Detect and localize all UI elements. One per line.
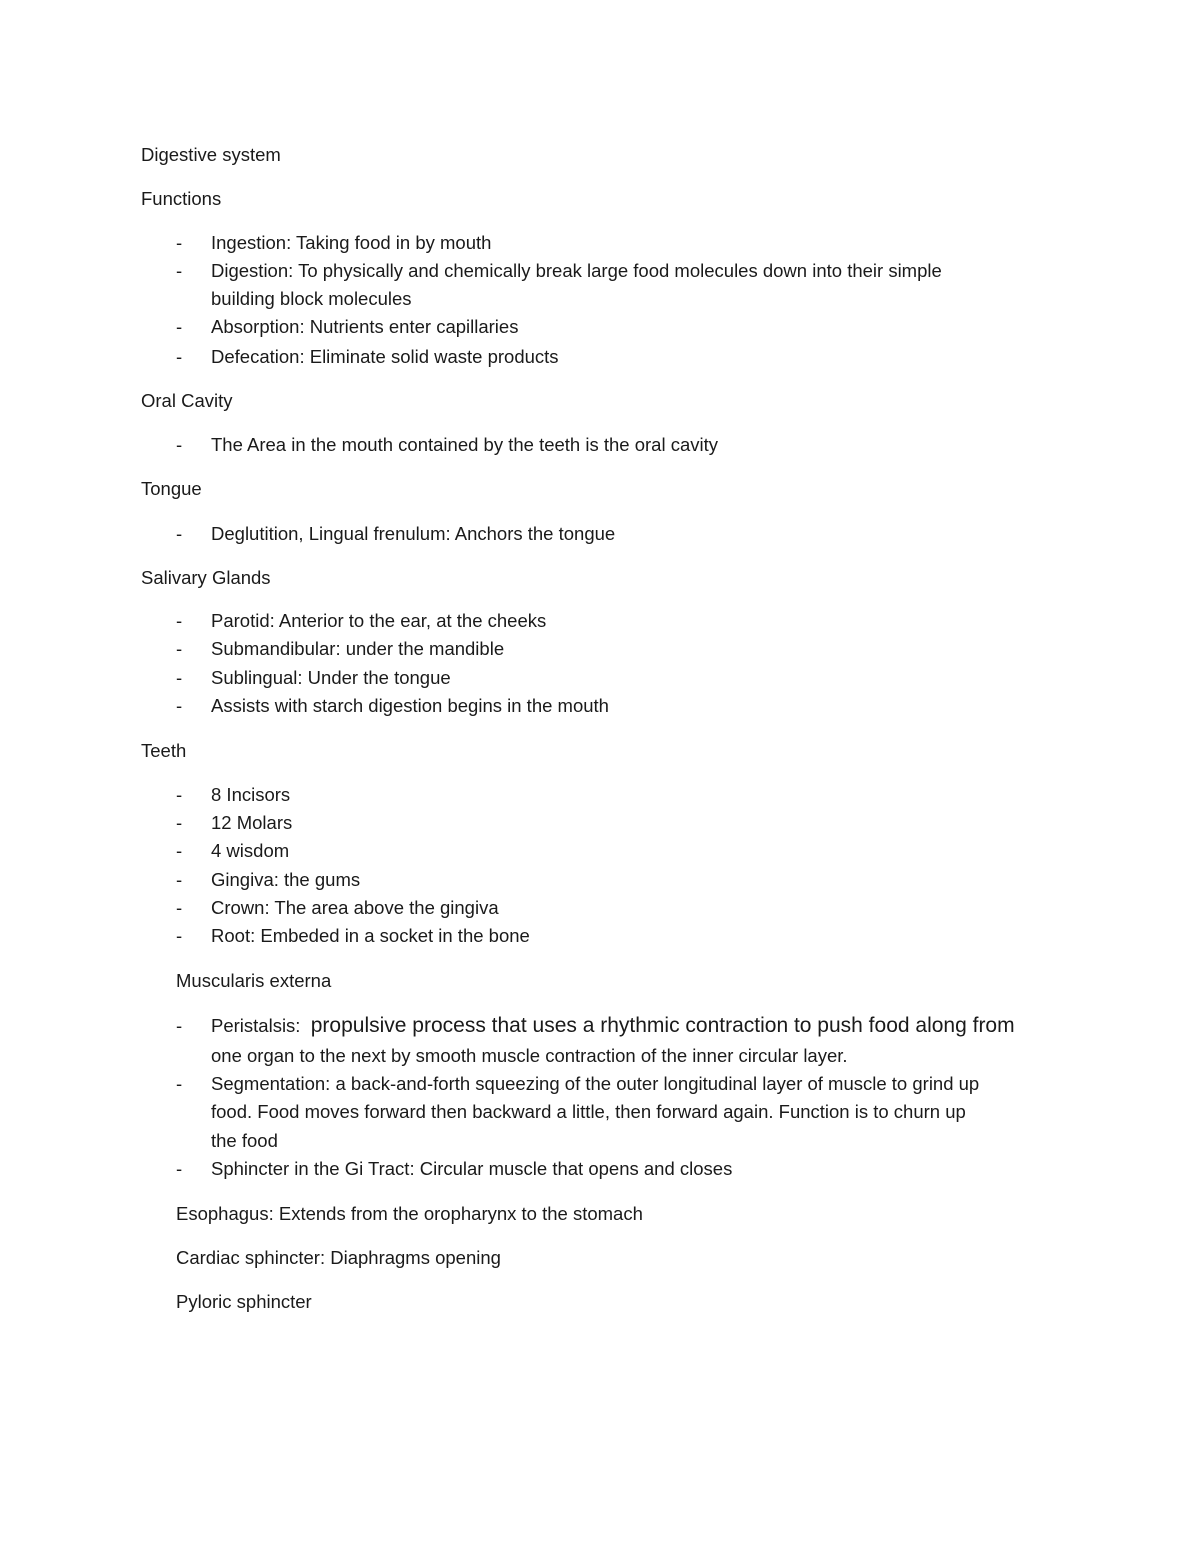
list-item-continuation: food. Food moves forward then backward a little, then forward again. Function is to churn up	[211, 1101, 966, 1122]
list-item: Crown: The area above the gingiva	[211, 897, 499, 918]
list-item: Digestion: To physically and chemically break large food molecules down into their simple	[211, 260, 942, 281]
bullet-dash: -	[176, 1073, 183, 1094]
bullet-dash: -	[176, 316, 183, 337]
bullet-dash: -	[176, 1015, 183, 1036]
list-item: 8 Incisors	[211, 784, 291, 805]
bullet-dash: -	[176, 667, 183, 688]
bullet-dash: -	[176, 1158, 183, 1179]
paragraph-pyloric-sphincter: Pyloric sphincter	[176, 1291, 312, 1312]
bullet-dash: -	[176, 925, 183, 946]
bullet-dash: -	[176, 260, 183, 281]
list-item-continuation: building block molecules	[211, 288, 412, 309]
list-item-peristalsis	[211, 1014, 1015, 1038]
bullet-dash: -	[176, 232, 183, 253]
page-title: Digestive system	[141, 144, 281, 165]
paragraph-cardiac-sphincter: Cardiac sphincter: Diaphragms opening	[176, 1247, 501, 1268]
list-item: 12 Molars	[211, 812, 293, 833]
bullet-dash: -	[176, 638, 183, 659]
list-item: Absorption: Nutrients enter capillaries	[211, 316, 519, 337]
list-item: Sublingual: Under the tongue	[211, 667, 451, 688]
paragraph-esophagus: Esophagus: Extends from the oropharynx to the stomach	[176, 1203, 643, 1224]
bullet-dash: -	[176, 523, 183, 544]
list-item: Parotid: Anterior to the ear, at the cheeks	[211, 610, 547, 631]
list-item-continuation: one organ to the next by smooth muscle contraction of the inner circular layer.	[211, 1045, 848, 1066]
list-item: Deglutition, Lingual frenulum: Anchors the tongue	[211, 523, 616, 544]
section-heading-tongue: Tongue	[141, 478, 202, 499]
section-heading-functions: Functions	[141, 188, 222, 209]
bullet-dash: -	[176, 610, 183, 631]
list-item: Root: Embeded in a socket in the bone	[211, 925, 530, 946]
list-item: Ingestion: Taking food in by mouth	[211, 232, 492, 253]
list-item: Gingiva: the gums	[211, 869, 361, 890]
list-item-continuation: the food	[211, 1130, 278, 1151]
section-heading-oral-cavity: Oral Cavity	[141, 390, 233, 411]
list-item: Assists with starch digestion begins in the mouth	[211, 695, 609, 716]
bullet-dash: -	[176, 784, 183, 805]
list-item-sphincter: Sphincter in the Gi Tract: Circular muscle that opens and closes	[211, 1158, 733, 1179]
section-heading-salivary-glands: Salivary Glands	[141, 567, 271, 588]
list-item: Defecation: Eliminate solid waste products	[211, 346, 559, 367]
section-heading-teeth: Teeth	[141, 740, 187, 761]
bullet-dash: -	[176, 897, 183, 918]
section-heading-muscularis-externa: Muscularis externa	[176, 970, 332, 991]
bullet-dash: -	[176, 346, 183, 367]
list-item-segmentation: Segmentation: a back-and-forth squeezing of the outer longitudinal layer of muscle to grind up	[211, 1073, 980, 1094]
list-item: 4 wisdom	[211, 840, 290, 861]
peristalsis-label: Peristalsis:	[211, 1015, 301, 1036]
bullet-dash: -	[176, 812, 183, 833]
list-item: The Area in the mouth contained by the teeth is the oral cavity	[211, 434, 718, 455]
bullet-dash: -	[176, 869, 183, 890]
bullet-dash: -	[176, 695, 183, 716]
bullet-dash: -	[176, 434, 183, 455]
bullet-dash: -	[176, 840, 183, 861]
list-item: Submandibular: under the mandible	[211, 638, 505, 659]
peristalsis-emphasis: propulsive process that uses a rhythmic contraction to push food along from	[310, 1014, 1015, 1037]
